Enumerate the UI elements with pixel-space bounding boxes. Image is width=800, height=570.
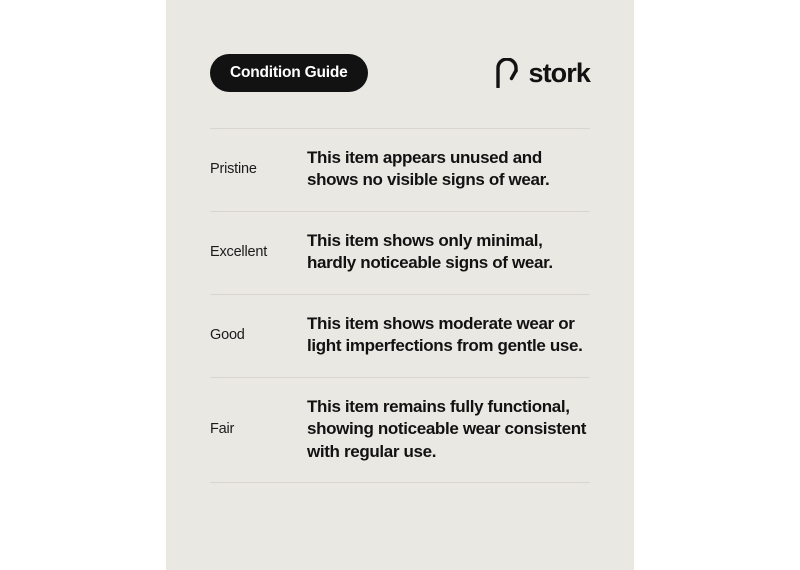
condition-description: This item appears unused and shows no visible signs of wear. (307, 148, 550, 190)
condition-guide-badge: Condition Guide (210, 54, 368, 93)
brand-name: stork (528, 57, 590, 88)
table-row (210, 128, 590, 211)
condition-description: This item shows only minimal, hardly noticeable signs of wear. (307, 230, 553, 273)
condition-name: Excellent (210, 244, 268, 261)
condition-table (210, 128, 590, 483)
condition-guide-card (166, 0, 634, 570)
table-row (210, 211, 590, 294)
condition-name: Fair (210, 421, 235, 438)
table-row (210, 294, 590, 377)
condition-description: This item remains fully functional, showing noticeable wear consistent with regular use. (307, 396, 587, 461)
condition-name: Pristine (210, 161, 257, 178)
table-row (210, 377, 590, 483)
card-header (166, 44, 634, 102)
brand-lockup (494, 58, 590, 88)
stork-logo-icon (494, 58, 520, 88)
condition-name: Good (210, 327, 245, 344)
condition-description: This item shows moderate wear or light imperfections from gentle use. (307, 313, 583, 356)
